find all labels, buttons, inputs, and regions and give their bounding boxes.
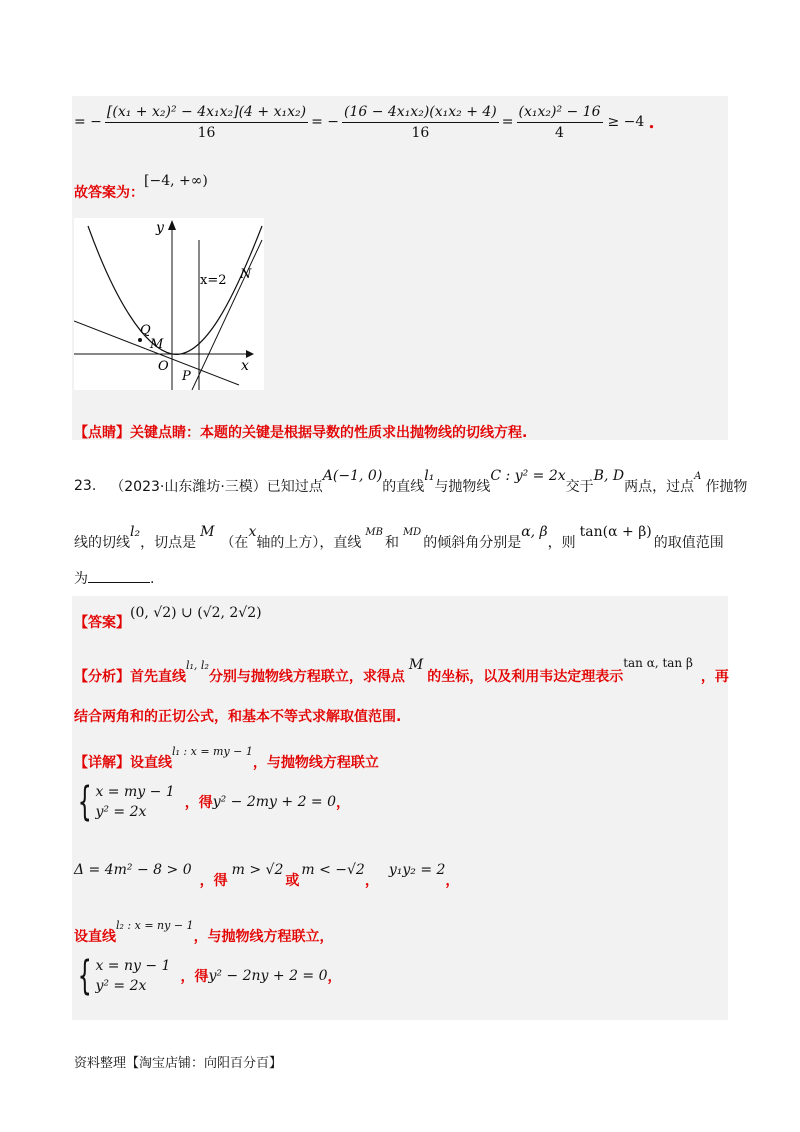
analysis-line-2: 结合两角和的正切公式，和基本不等式求解取值范围. — [74, 709, 402, 725]
point-n-label: N — [240, 267, 252, 282]
formula-prefix: = − — [74, 114, 102, 130]
line-l2-equation: l₂ : x = ny − 1 — [116, 918, 194, 932]
question-line2-b: ，切点是 — [140, 535, 197, 551]
question-line2-g: ，则 — [547, 535, 576, 551]
system-2-braces — [72, 953, 171, 999]
question-text-3: 交于 — [565, 479, 594, 495]
answer-line-label: 故答案为： — [74, 185, 144, 201]
system-2 — [72, 953, 342, 999]
points-bd: B, D — [593, 468, 625, 484]
fraction-2-numerator: (16 − 4x₁x₂)(x₁x₂ + 4) — [342, 104, 499, 123]
m-condition-2: m < −√2 — [301, 862, 365, 878]
detail-get-1: ，得 — [184, 795, 213, 811]
analysis-line-1 — [74, 650, 729, 686]
point-a-label: A — [694, 470, 702, 482]
x-axis-label: x — [241, 358, 249, 374]
point-q-label: Q — [140, 323, 151, 338]
tan-sum-expression: tan(α + β) — [579, 524, 652, 540]
fraction-1-denominator: 16 — [197, 124, 216, 141]
lines-l1-l2: l₁, l₂ — [186, 658, 209, 672]
detail-or: 或 — [285, 873, 300, 889]
y-axis-arrow — [168, 220, 176, 230]
tan-alpha-tan-beta: tan α, tan β — [623, 656, 693, 670]
detail-line-set2 — [74, 910, 334, 946]
question-line-3 — [74, 568, 154, 588]
detail-get-3: ，得 — [180, 969, 209, 985]
question-line2-c: （在 — [220, 535, 249, 551]
fraction-3 — [517, 104, 603, 141]
line-l1-equation: l₁ : x = my − 1 — [172, 744, 253, 758]
line-md-label: MD — [402, 526, 422, 538]
fraction-2-denominator: 16 — [411, 124, 430, 141]
detail-label: 【详解】设直线 — [74, 755, 172, 771]
tangent-line — [192, 240, 262, 390]
detail-get-2: ，得 — [199, 873, 228, 889]
fraction-3-numerator: (x₁x₂)² − 16 — [517, 104, 603, 123]
delta-line — [74, 860, 459, 890]
line-l1-label: l₁ — [424, 468, 435, 484]
formula-equals-3: = — [501, 114, 514, 130]
system-1-result: y² − 2my + 2 = 0 — [212, 794, 337, 810]
top-formula — [74, 96, 655, 148]
system-1-row-2: y² = 2x — [95, 804, 147, 820]
question-text-5: 作抛物 — [705, 479, 748, 495]
point-a-coord: A(−1, 0) — [322, 468, 383, 484]
system-1-braces — [72, 779, 175, 825]
origin-label: O — [158, 359, 169, 374]
formula-equals-2: = − — [311, 114, 339, 130]
brace-2: { — [77, 953, 92, 999]
question-line3-text: 为 — [74, 571, 88, 587]
system-1-row-1: x = my − 1 — [95, 784, 175, 800]
parabola-curve — [88, 226, 262, 354]
parabola-figure — [74, 218, 264, 390]
detail-comma-3: ， — [445, 873, 460, 889]
answer-line — [74, 168, 208, 202]
formula-tail: ≥ −4 — [607, 114, 645, 130]
question-line2-h: 的取值范围 — [653, 535, 724, 551]
line-l2-label: l₂ — [130, 524, 141, 540]
detail-set-line-2: 设直线 — [74, 929, 116, 945]
fraction-1 — [105, 104, 308, 141]
page-footer: 资料整理【淘宝店铺：向阳百分百】 — [74, 1056, 283, 1071]
analysis-text-3: 的坐标，以及利用韦达定理表示 — [427, 669, 624, 685]
analysis-point-m: M — [408, 657, 424, 673]
curve-equation: C : y² = 2x — [490, 468, 566, 484]
question-text-2: 与抛物线 — [434, 479, 491, 495]
line-mb-label: MB — [365, 526, 383, 538]
formula-period: . — [648, 111, 655, 133]
analysis-text-1: 【分析】首先直线 — [74, 669, 186, 685]
detail-text-2: ，与抛物线方程联立， — [193, 929, 334, 945]
system-2-result: y² − 2ny + 2 = 0 — [208, 968, 328, 984]
point-p-label: P — [182, 369, 191, 384]
question-text-1: 的直线 — [382, 479, 425, 495]
parabola-graph — [74, 218, 264, 390]
answer-section — [74, 598, 262, 632]
detail-comma-1: ， — [336, 795, 351, 811]
question-line-1 — [74, 466, 747, 496]
answer-label: 【答案】 — [74, 615, 130, 631]
question-text-4: 两点，过点 — [624, 479, 695, 495]
brace-1: { — [77, 779, 92, 825]
question-line2-e: 和 — [384, 535, 399, 551]
detail-line-1 — [74, 736, 379, 772]
answer-blank — [88, 568, 150, 583]
question-number: 23. — [74, 478, 97, 494]
analysis-text-2: 分别与抛物线方程联立，求得点 — [208, 669, 405, 685]
system-2-row-2: y² = 2x — [95, 978, 147, 994]
question-source: （2023·山东潍坊·三模）已知过点 — [110, 479, 323, 495]
m-condition-1: m > √2 — [231, 862, 284, 878]
detail-comma-4: ， — [327, 969, 342, 985]
fraction-1-numerator: [(x₁ + x₂)² − 4x₁x₂](4 + x₁x₂) — [105, 104, 308, 123]
question-line2-a: 线的切线 — [74, 535, 130, 551]
angles-alpha-beta: α, β — [521, 524, 548, 540]
question-line2-f: 的倾斜角分别是 — [423, 535, 522, 551]
answer-line-value: [−4, +∞) — [144, 173, 208, 189]
line-x2-label: x=2 — [200, 273, 227, 288]
y-axis-label: y — [156, 220, 164, 236]
fraction-3-denominator: 4 — [555, 124, 564, 141]
answer-value: (0, √2) ∪ (√2, 2√2) — [130, 605, 262, 621]
analysis-text-4: ，再 — [700, 669, 729, 685]
detail-comma-2: ， — [364, 873, 379, 889]
point-m-label: M — [150, 337, 164, 352]
question-line-2 — [74, 518, 724, 552]
y1y2-product: y₁y₂ = 2 — [388, 862, 446, 878]
system-1 — [72, 779, 351, 825]
question-line2-d: 轴的上方），直线 — [256, 535, 362, 551]
point-q-dot — [138, 338, 142, 342]
question-end-period: . — [150, 571, 155, 587]
detail-text-1: ，与抛物线方程联立 — [252, 755, 379, 771]
secant-line — [74, 321, 239, 385]
delta-inequality: Δ = 4m² − 8 > 0 — [74, 862, 192, 878]
point-m-label: M — [200, 524, 215, 540]
x-variable: x — [248, 524, 257, 540]
system-2-row-1: x = ny − 1 — [95, 958, 171, 974]
x-axis-arrow — [246, 350, 254, 358]
fraction-2 — [342, 104, 499, 141]
key-point-note: 【点睛】关键点睛：本题的关键是根据导数的性质求出抛物线的切线方程. — [74, 425, 528, 441]
